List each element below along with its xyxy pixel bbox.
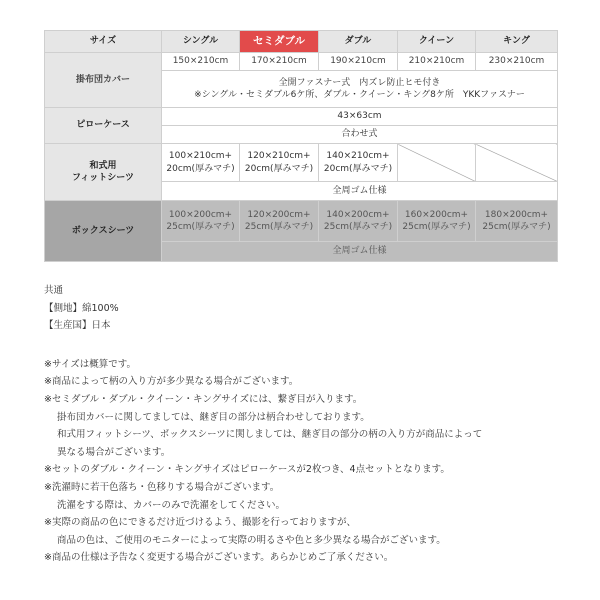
note-line: 異なる場合がございます。 [57,446,171,458]
box-label: ボックスシーツ [45,201,162,262]
comforter-note [162,71,558,108]
fitted-note: 全周ゴム仕様 [162,182,558,201]
note-line: 掛布団カバーに関してましては、継ぎ目の部分は柄合わせしております。 [57,411,370,423]
fitted-label-line1: 和式用 [89,160,117,171]
pillow-label: ピローケース [45,108,162,144]
spacer [44,335,574,356]
comforter-label: 掛布団カバー [45,53,162,108]
cell-line: 20cm(厚みマチ) [244,163,314,174]
table-cell [319,201,398,242]
cell-line: 20cm(厚みマチ) [166,163,235,174]
size-spec-table [44,30,558,262]
table-cell: 230×210cm [476,53,558,71]
cell-line: 100×200cm+ [168,209,233,220]
box-size-row [45,201,558,242]
table-cell [319,144,398,182]
pillow-size-row [45,108,558,126]
cell-line: 180×200cm+ [484,209,549,220]
pillow-size: 43×63cm [162,108,558,126]
cell-line: 25cm(厚みマチ) [323,222,393,232]
cell-line: 120×210cm+ [247,151,311,162]
table-cell [476,201,558,242]
table-cell [398,201,476,242]
table-cell: 150×210cm [162,53,240,71]
comforter-size-row [45,53,558,71]
header-size-label: サイズ [45,31,162,53]
fitted-label [45,144,162,201]
material-text: 【側地】綿100% [44,302,119,314]
table-header-row [45,31,558,53]
table-cell: 170×210cm [240,53,319,71]
fitted-label-line2: フィットシーツ [72,173,134,183]
cell-line: 100×210cm+ [168,151,233,162]
header-semi-double: セミダブル [240,31,319,53]
common-title: 共通 [44,285,64,296]
cell-line: 160×200cm+ [404,209,469,220]
origin-text: 【生産国】日本 [44,320,111,332]
note-line: 和式用フィットシーツ、ボックスシーツに関しましては、継ぎ目の部分の柄の入り方が商品によって [57,429,483,441]
cell-line: 25cm(厚みマチ) [166,222,235,232]
note-line: ※サイズは概算です。 [44,358,136,370]
cell-line: 25cm(厚みマチ) [244,222,314,232]
cell-line: 120×200cm+ [247,209,311,220]
note-line: ※洗濯時に若干色落ち・色移りする場合がございます。 [44,481,280,493]
table-cell [240,144,319,182]
note-line: ※実際の商品の色にできるだけ近づけるよう、撮影を行っておりますが、 [44,517,356,529]
cell-line: 25cm(厚みマチ) [402,222,471,232]
header-double: ダブル [319,31,398,53]
note-line: ※セットのダブル・クイーン・キングサイズはピローケースが2枚つき、4点セットとなります。 [44,464,450,476]
note-line: 洗濯をする際は、カバーのみで洗濯をしてください。 [57,499,286,511]
note-line: ※商品によって柄の入り方が多少異なる場合がございます。 [44,376,299,388]
pillow-type: 合わせ式 [162,126,558,144]
cell-line: 25cm(厚みマチ) [482,222,551,232]
note-line: ※セミダブル・ダブル・クイーン・キングサイズには、繋ぎ目が入ります。 [44,393,363,405]
fitted-size-row [45,144,558,182]
header-king: キング [476,31,558,53]
not-available-cell [476,144,558,182]
table-cell [162,144,240,182]
header-queen: クイーン [398,31,476,53]
header-single: シングル [162,31,240,53]
cell-line: 140×200cm+ [326,209,390,220]
notes-section [44,282,574,567]
comforter-note-line1: 全開ファスナー式 内ズレ防止ヒモ付き [278,77,441,88]
note-line: ※商品の仕様は予告なく変更する場合がございます。あらかじめご了承ください。 [44,552,394,564]
table-cell: 190×210cm [319,53,398,71]
cell-line: 140×210cm+ [326,151,390,162]
comforter-note-line2: ※シングル・セミダブル6ケ所、ダブル・クイーン・キング8ケ所 YKKファスナー [194,90,525,100]
not-available-cell [398,144,476,182]
box-note: 全周ゴム仕様 [162,242,558,262]
note-line: 商品の色は、ご使用のモニターによって実際の明るさや色と多少異なる場合がございます。 [57,534,446,546]
cell-line: 20cm(厚みマチ) [323,163,393,174]
table-cell: 210×210cm [398,53,476,71]
table-cell [240,201,319,242]
table-cell [162,201,240,242]
